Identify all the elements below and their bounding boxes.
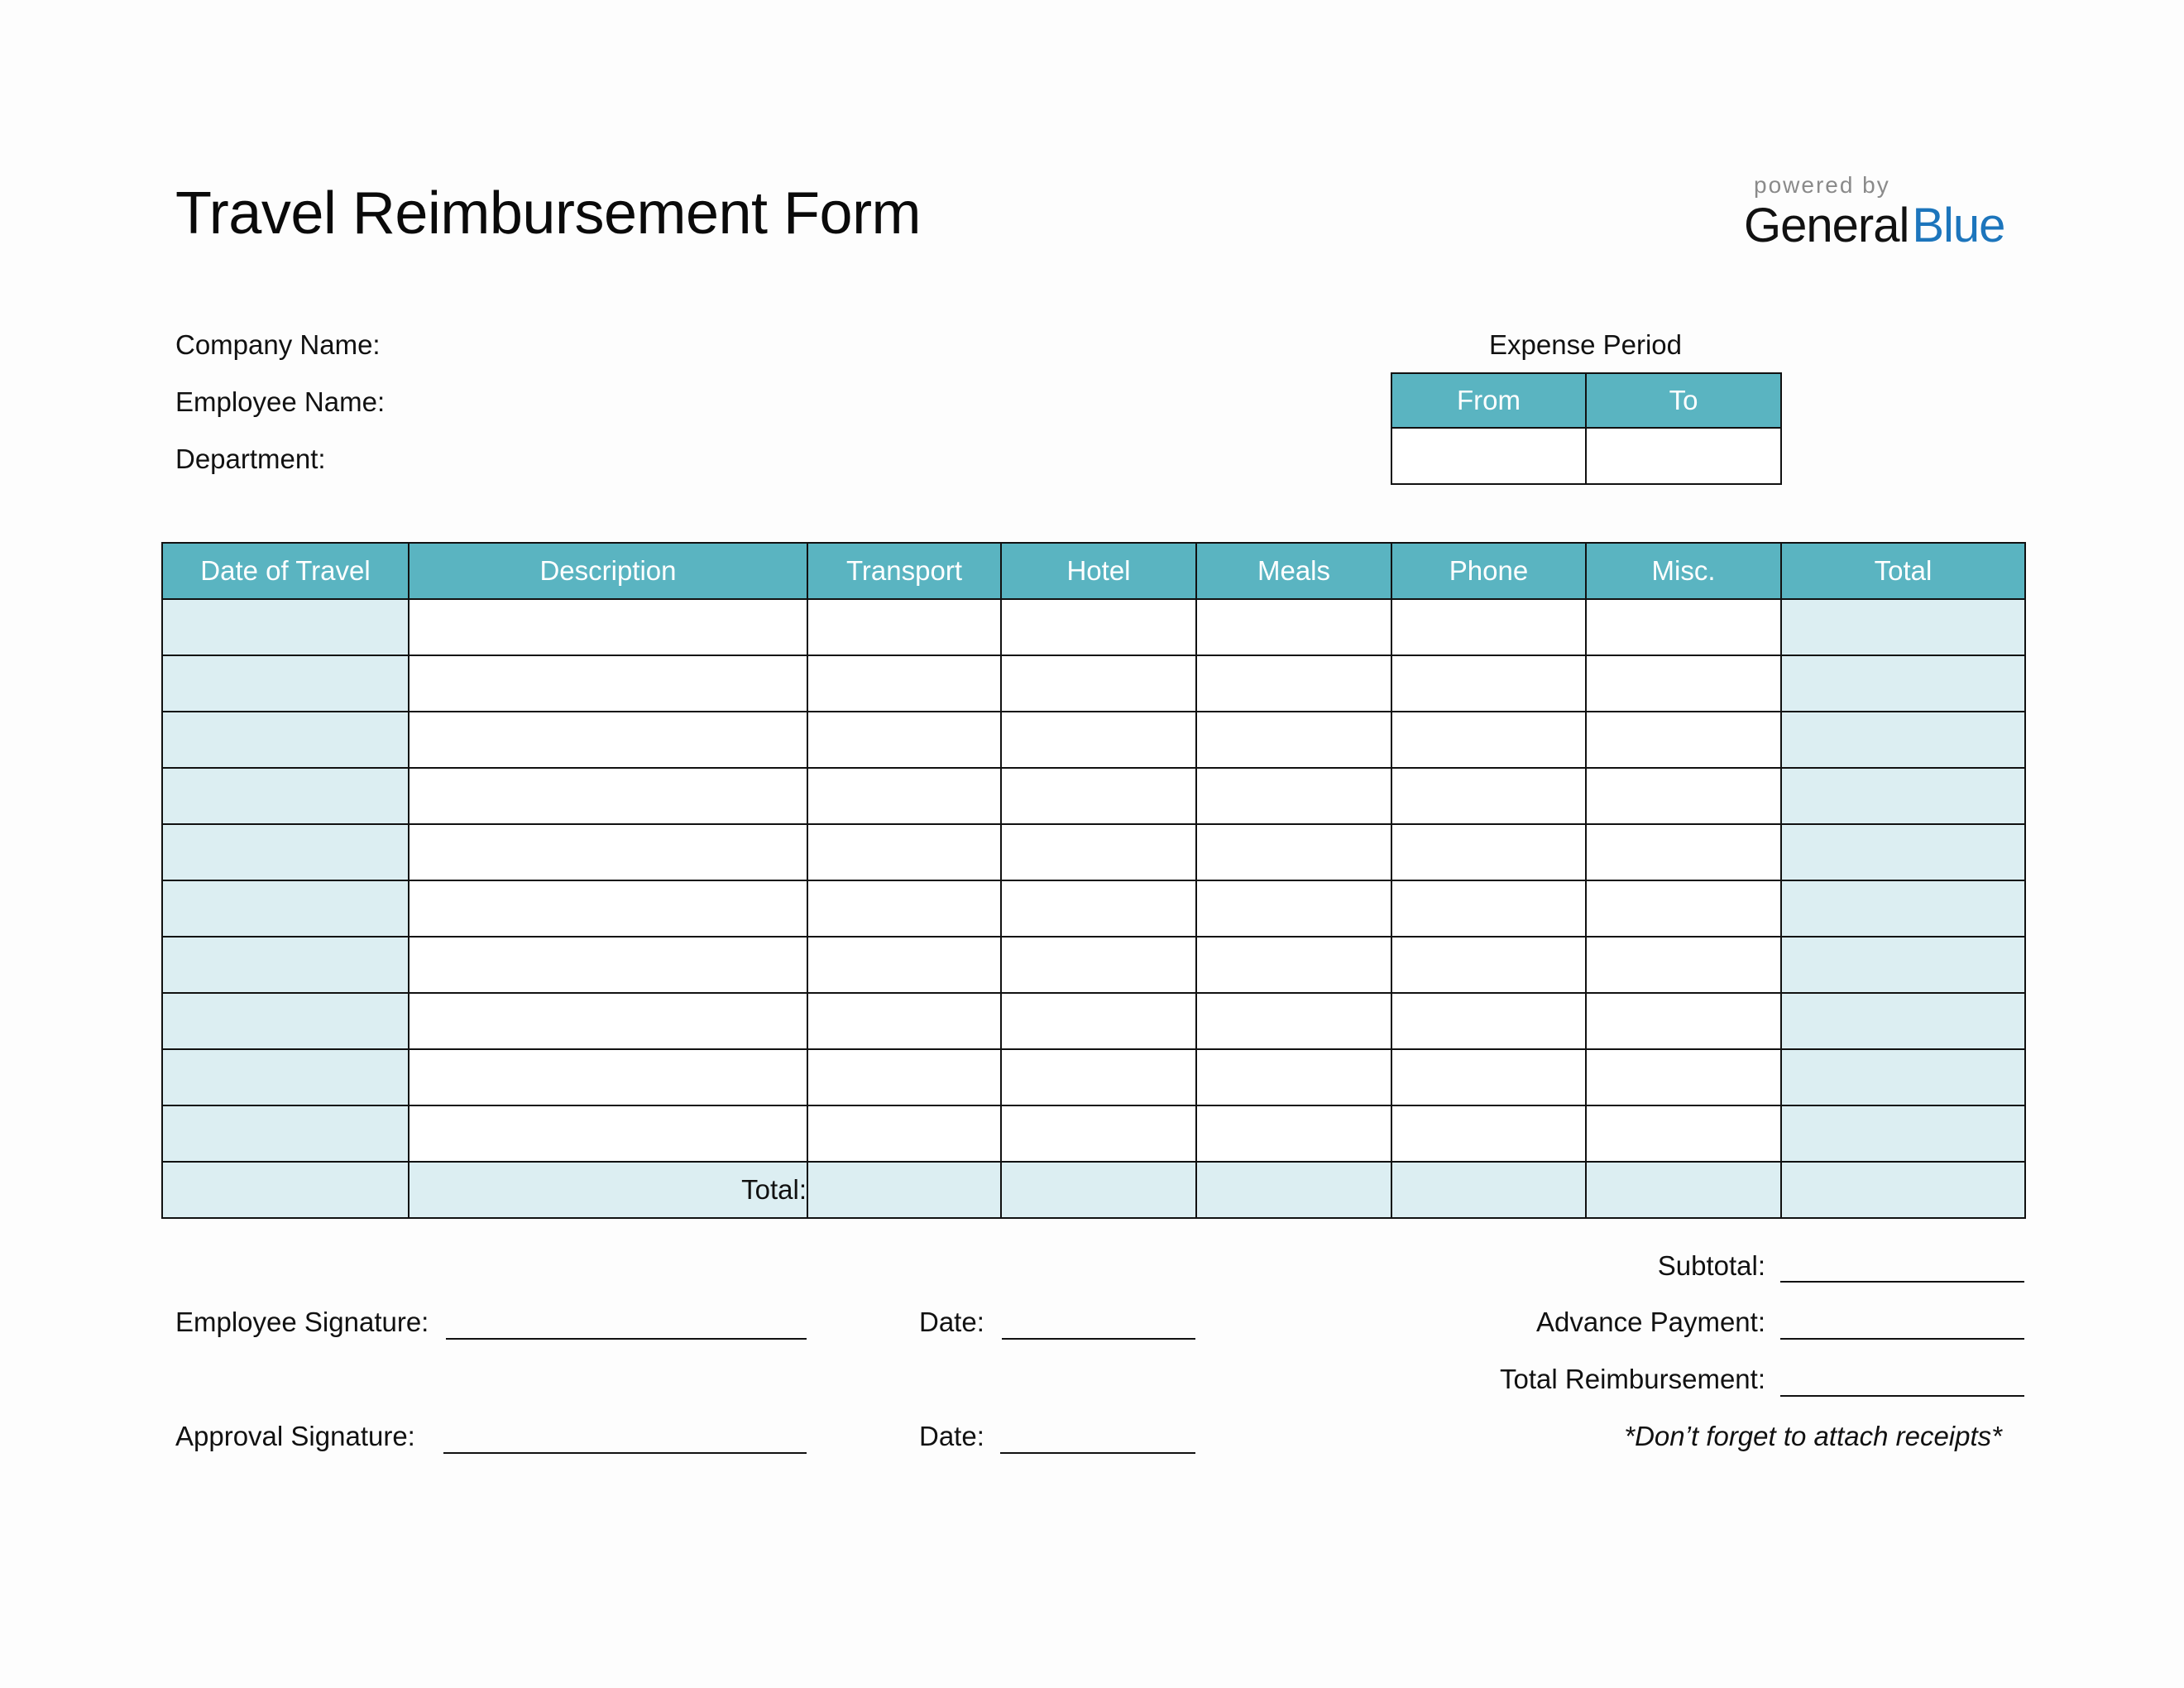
cell-misc[interactable] (1586, 768, 1781, 824)
cell-misc[interactable] (1586, 655, 1781, 712)
cell-misc[interactable] (1586, 1049, 1781, 1105)
cell-meals[interactable] (1196, 880, 1391, 937)
table-row (162, 1105, 2025, 1162)
cell-meals[interactable] (1196, 1105, 1391, 1162)
cell-date-of-travel[interactable] (162, 655, 409, 712)
cell-total[interactable] (1781, 768, 2025, 824)
cell-total[interactable] (1781, 1049, 2025, 1105)
cell-transport[interactable] (807, 1049, 1001, 1105)
page-title: Travel Reimbursement Form (175, 180, 922, 247)
cell-phone[interactable] (1391, 937, 1586, 993)
totals-label: Total: (409, 1162, 807, 1218)
col-header-date-of-travel: Date of Travel (162, 543, 409, 599)
expense-period-table (1391, 372, 1782, 485)
cell-meals[interactable] (1196, 937, 1391, 993)
advance-payment-label: Advance Payment: (1536, 1307, 1765, 1337)
cell-date-of-travel[interactable] (162, 937, 409, 993)
employee-date-label: Date: (919, 1307, 984, 1337)
cell-date-of-travel[interactable] (162, 1049, 409, 1105)
total-phone-cell[interactable] (1391, 1162, 1586, 1218)
cell-phone[interactable] (1391, 1049, 1586, 1105)
cell-date-of-travel[interactable] (162, 993, 409, 1049)
employee-signature-field[interactable] (446, 1338, 807, 1340)
table-row (162, 937, 2025, 993)
col-header-transport: Transport (807, 543, 1001, 599)
cell-total[interactable] (1781, 993, 2025, 1049)
col-header-misc: Misc. (1586, 543, 1781, 599)
cell-transport[interactable] (807, 712, 1001, 768)
cell-misc[interactable] (1586, 880, 1781, 937)
cell-transport[interactable] (807, 937, 1001, 993)
cell-transport[interactable] (807, 599, 1001, 655)
total-hotel-cell[interactable] (1001, 1162, 1196, 1218)
cell-description[interactable] (409, 1105, 807, 1162)
cell-hotel[interactable] (1001, 1105, 1196, 1162)
table-row (162, 655, 2025, 712)
cell-total[interactable] (1781, 824, 2025, 880)
table-row (162, 599, 2025, 655)
period-to-field[interactable] (1586, 428, 1781, 484)
approval-signature-field[interactable] (443, 1452, 807, 1454)
cell-total[interactable] (1781, 1105, 2025, 1162)
cell-description[interactable] (409, 993, 807, 1049)
cell-phone[interactable] (1391, 1105, 1586, 1162)
cell-transport[interactable] (807, 880, 1001, 937)
table-row (162, 880, 2025, 937)
advance-payment-field[interactable] (1780, 1338, 2024, 1340)
employee-signature-label: Employee Signature: (175, 1307, 429, 1337)
cell-date-of-travel[interactable] (162, 1105, 409, 1162)
cell-hotel[interactable] (1001, 880, 1196, 937)
cell-hotel[interactable] (1001, 655, 1196, 712)
expense-period-title: Expense Period (1489, 329, 1682, 360)
col-header-phone: Phone (1391, 543, 1586, 599)
total-misc-cell[interactable] (1586, 1162, 1781, 1218)
cell-date-of-travel[interactable] (162, 599, 409, 655)
cell-phone[interactable] (1391, 880, 1586, 937)
totals-blank-cell (162, 1162, 409, 1218)
col-header-meals: Meals (1196, 543, 1391, 599)
cell-transport[interactable] (807, 993, 1001, 1049)
cell-description[interactable] (409, 712, 807, 768)
col-header-hotel: Hotel (1001, 543, 1196, 599)
cell-transport[interactable] (807, 824, 1001, 880)
period-to-header: To (1586, 373, 1781, 428)
cell-phone[interactable] (1391, 993, 1586, 1049)
cell-transport[interactable] (807, 1105, 1001, 1162)
cell-phone[interactable] (1391, 824, 1586, 880)
employee-name-label: Employee Name: (175, 386, 386, 417)
cell-misc[interactable] (1586, 1105, 1781, 1162)
subtotal-label: Subtotal: (1657, 1250, 1765, 1281)
cell-hotel[interactable] (1001, 599, 1196, 655)
generalblue-logo (1744, 199, 2005, 252)
receipts-note: *Don’t forget to attach receipts* (1624, 1421, 2002, 1451)
col-header-description: Description (409, 543, 807, 599)
cell-misc[interactable] (1586, 712, 1781, 768)
cell-hotel[interactable] (1001, 937, 1196, 993)
cell-total[interactable] (1781, 599, 2025, 655)
cell-hotel[interactable] (1001, 824, 1196, 880)
employee-date-field[interactable] (1002, 1338, 1195, 1340)
cell-description[interactable] (409, 768, 807, 824)
cell-description[interactable] (409, 824, 807, 880)
table-row (162, 993, 2025, 1049)
subtotal-field[interactable] (1780, 1281, 2024, 1283)
cell-transport[interactable] (807, 768, 1001, 824)
company-name-label: Company Name: (175, 329, 381, 360)
total-transport-cell[interactable] (807, 1162, 1001, 1218)
cell-date-of-travel[interactable] (162, 712, 409, 768)
cell-description[interactable] (409, 1049, 807, 1105)
cell-misc[interactable] (1586, 937, 1781, 993)
expense-table (161, 542, 2026, 1219)
cell-description[interactable] (409, 937, 807, 993)
cell-transport[interactable] (807, 655, 1001, 712)
approval-date-field[interactable] (1000, 1452, 1195, 1454)
cell-phone[interactable] (1391, 655, 1586, 712)
cell-meals[interactable] (1196, 599, 1391, 655)
cell-meals[interactable] (1196, 655, 1391, 712)
cell-phone[interactable] (1391, 599, 1586, 655)
approval-date-label: Date: (919, 1421, 984, 1451)
logo-blue-text: Blue (1912, 199, 2005, 252)
cell-hotel[interactable] (1001, 1049, 1196, 1105)
cell-total[interactable] (1781, 880, 2025, 937)
cell-misc[interactable] (1586, 993, 1781, 1049)
approval-signature-label: Approval Signature: (175, 1421, 415, 1451)
cell-total[interactable] (1781, 655, 2025, 712)
table-row (162, 1049, 2025, 1105)
cell-date-of-travel[interactable] (162, 880, 409, 937)
cell-phone[interactable] (1391, 712, 1586, 768)
cell-description[interactable] (409, 655, 807, 712)
cell-date-of-travel[interactable] (162, 824, 409, 880)
cell-meals[interactable] (1196, 768, 1391, 824)
table-row (162, 712, 2025, 768)
powered-by-label: powered by (1754, 172, 1890, 198)
total-reimbursement-field[interactable] (1780, 1395, 2024, 1397)
period-from-header: From (1391, 373, 1586, 428)
total-meals-cell[interactable] (1196, 1162, 1391, 1218)
cell-meals[interactable] (1196, 824, 1391, 880)
cell-total[interactable] (1781, 712, 2025, 768)
cell-hotel[interactable] (1001, 768, 1196, 824)
col-header-total: Total (1781, 543, 2025, 599)
cell-hotel[interactable] (1001, 712, 1196, 768)
cell-misc[interactable] (1586, 824, 1781, 880)
cell-description[interactable] (409, 599, 807, 655)
cell-misc[interactable] (1586, 599, 1781, 655)
cell-meals[interactable] (1196, 1049, 1391, 1105)
cell-meals[interactable] (1196, 712, 1391, 768)
table-row (162, 768, 2025, 824)
totals-row (162, 1162, 2025, 1218)
grand-total-cell[interactable] (1781, 1162, 2025, 1218)
logo-general-text: General (1744, 199, 1909, 252)
cell-total[interactable] (1781, 937, 2025, 993)
cell-description[interactable] (409, 880, 807, 937)
department-label: Department: (175, 444, 326, 474)
cell-meals[interactable] (1196, 993, 1391, 1049)
period-from-field[interactable] (1391, 428, 1586, 484)
cell-phone[interactable] (1391, 768, 1586, 824)
cell-hotel[interactable] (1001, 993, 1196, 1049)
total-reimbursement-label: Total Reimbursement: (1500, 1364, 1765, 1394)
cell-date-of-travel[interactable] (162, 768, 409, 824)
table-row (162, 824, 2025, 880)
